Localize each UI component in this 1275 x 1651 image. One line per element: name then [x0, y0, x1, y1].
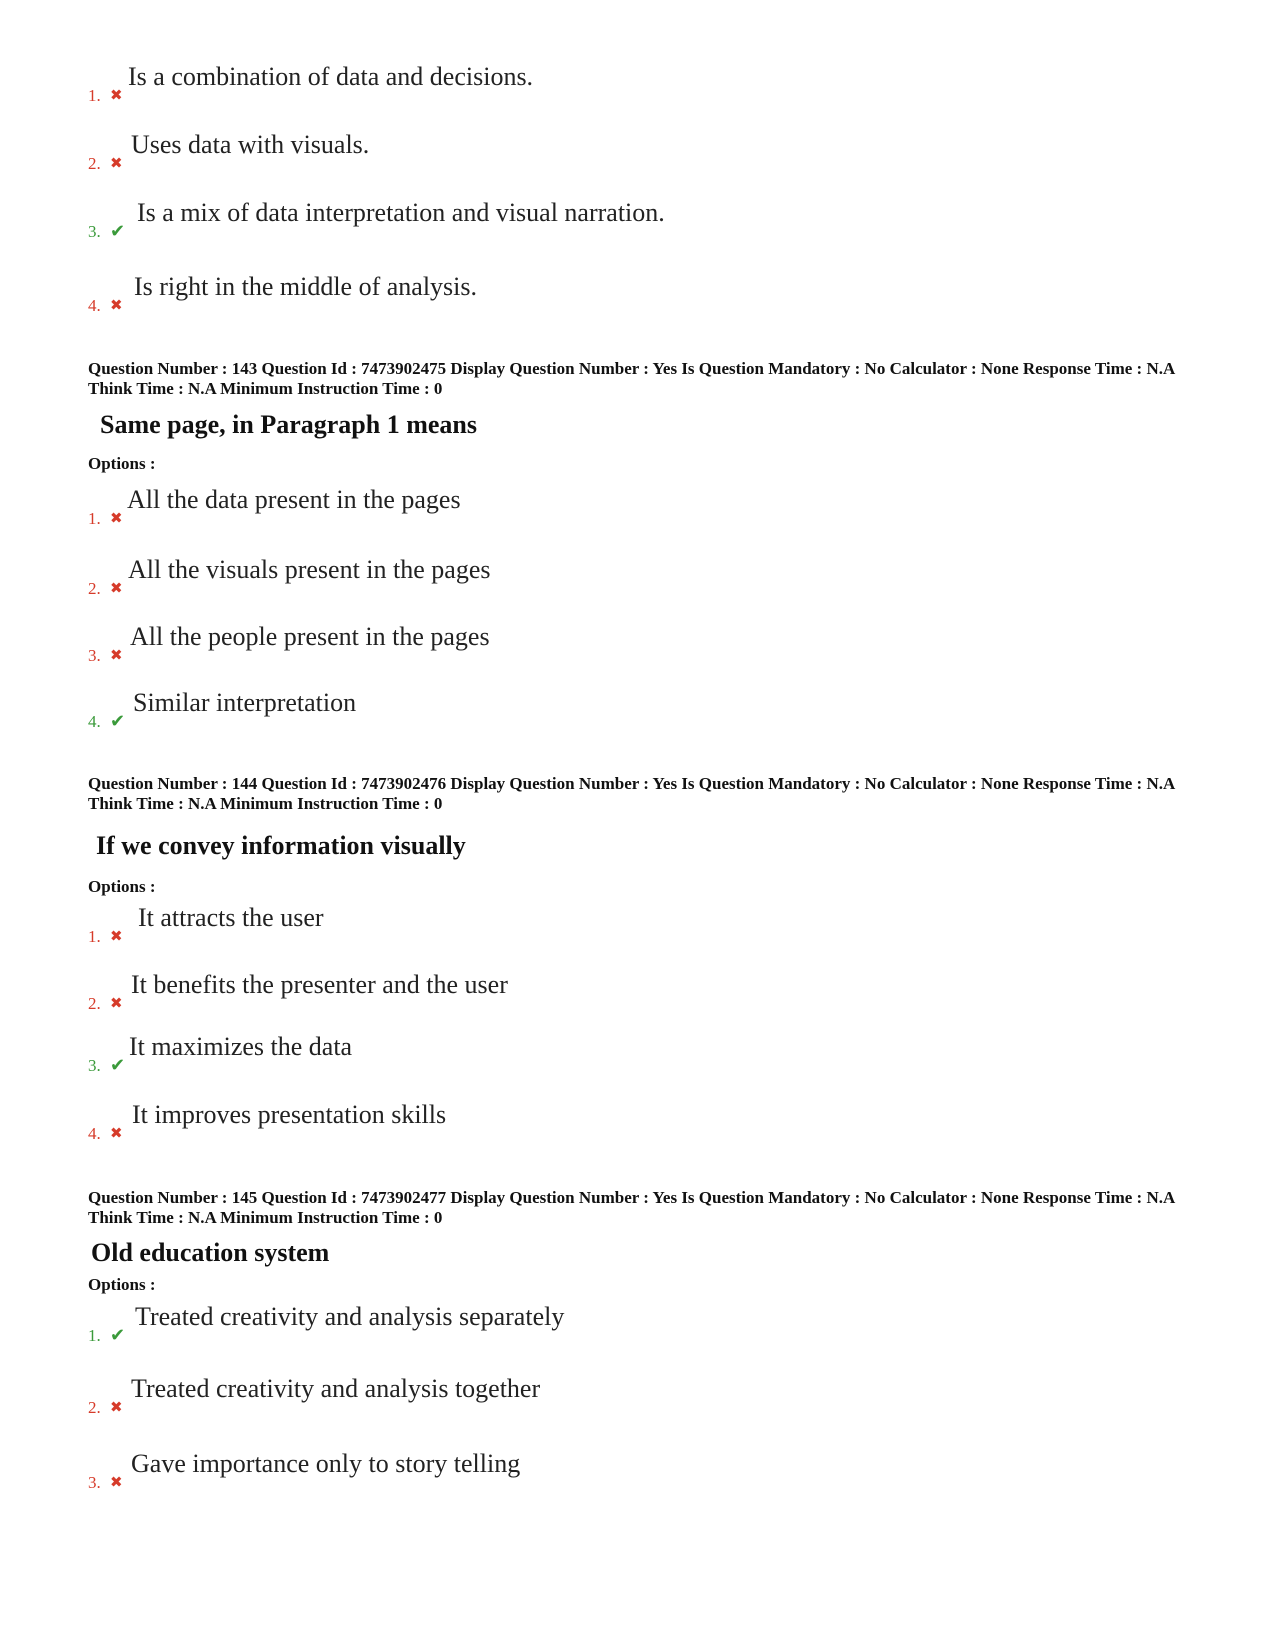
options-label: Options : — [88, 454, 156, 473]
option-number: 3. — [88, 222, 101, 241]
option-number: 2. — [88, 154, 101, 173]
option-row — [0, 903, 1200, 947]
option-text: Uses data with visuals. — [131, 130, 370, 159]
option-number: 2. — [88, 1398, 101, 1417]
option-text: All the people present in the pages — [130, 622, 490, 651]
option-text: Treated creativity and analysis separately — [135, 1302, 565, 1331]
option-text: Similar interpretation — [133, 688, 357, 717]
option-number: 3. — [88, 646, 101, 665]
cross-icon: ✖ — [110, 509, 123, 527]
option-number: 2. — [88, 994, 101, 1013]
option-row — [0, 1449, 1200, 1493]
cross-icon: ✖ — [110, 646, 123, 664]
cross-icon: ✖ — [110, 579, 123, 597]
option-text: It improves presentation skills — [132, 1100, 447, 1129]
option-row — [0, 1100, 1200, 1144]
option-row — [0, 198, 1200, 242]
option-number: 1. — [88, 1326, 101, 1345]
option-text: Is a mix of data interpretation and visual narration. — [137, 198, 665, 227]
option-number: 4. — [88, 1124, 101, 1143]
option-row — [0, 1374, 1200, 1418]
option-text: Is a combination of data and decisions. — [128, 62, 534, 91]
option-row — [0, 1032, 1200, 1076]
option-row — [0, 272, 1200, 316]
option-number: 4. — [88, 296, 101, 315]
option-number: 4. — [88, 712, 101, 731]
option-row — [0, 1302, 1200, 1346]
option-text: All the data present in the pages — [127, 485, 461, 514]
options-label: Options : — [88, 877, 156, 896]
option-text: Treated creativity and analysis together — [131, 1374, 541, 1403]
question-meta: Question Number : 145 Question Id : 7473902477 Display Question Number : Yes Is Question Mandatory : No Calculator : None Response Time : N.A Think Time : N.A Minimum Instruction Time : 0 — [88, 1188, 1175, 1227]
option-number: 1. — [88, 509, 101, 528]
option-text: Gave importance only to story telling — [131, 1449, 521, 1478]
question-meta: Question Number : 143 Question Id : 7473902475 Display Question Number : Yes Is Question Mandatory : No Calculator : None Response Time : N.A Think Time : N.A Minimum Instruction Time : 0 — [88, 359, 1175, 398]
option-number: 1. — [88, 927, 101, 946]
cross-icon: ✖ — [110, 86, 123, 104]
question-text: If we convey information visually — [96, 831, 466, 860]
cross-icon: ✖ — [110, 1398, 123, 1416]
option-number: 2. — [88, 579, 101, 598]
option-number: 1. — [88, 86, 101, 105]
cross-icon: ✖ — [110, 927, 123, 945]
cross-icon: ✖ — [110, 1124, 123, 1142]
option-row — [0, 688, 1200, 732]
option-row — [0, 130, 1200, 174]
option-row — [0, 622, 1200, 666]
check-icon: ✔ — [110, 1325, 126, 1346]
option-number: 3. — [88, 1056, 101, 1075]
option-text: It benefits the presenter and the user — [131, 970, 508, 999]
option-text: Is right in the middle of analysis. — [134, 272, 478, 301]
check-icon: ✔ — [110, 1055, 126, 1076]
option-text: It attracts the user — [138, 903, 324, 932]
cross-icon: ✖ — [110, 994, 123, 1012]
option-row — [0, 485, 1200, 529]
option-text: It maximizes the data — [129, 1032, 353, 1061]
options-label: Options : — [88, 1275, 156, 1294]
check-icon: ✔ — [110, 711, 126, 732]
question-text: Old education system — [91, 1238, 330, 1267]
cross-icon: ✖ — [110, 296, 123, 314]
option-row — [0, 555, 1200, 599]
option-row — [0, 970, 1200, 1014]
question-meta: Question Number : 144 Question Id : 7473902476 Display Question Number : Yes Is Question Mandatory : No Calculator : None Response Time : N.A Think Time : N.A Minimum Instruction Time : 0 — [88, 774, 1175, 813]
option-number: 3. — [88, 1473, 101, 1492]
option-text: All the visuals present in the pages — [128, 555, 491, 584]
option-row — [0, 62, 1200, 106]
question-text: Same page, in Paragraph 1 means — [100, 410, 477, 439]
check-icon: ✔ — [110, 221, 126, 242]
cross-icon: ✖ — [110, 154, 123, 172]
cross-icon: ✖ — [110, 1473, 123, 1491]
